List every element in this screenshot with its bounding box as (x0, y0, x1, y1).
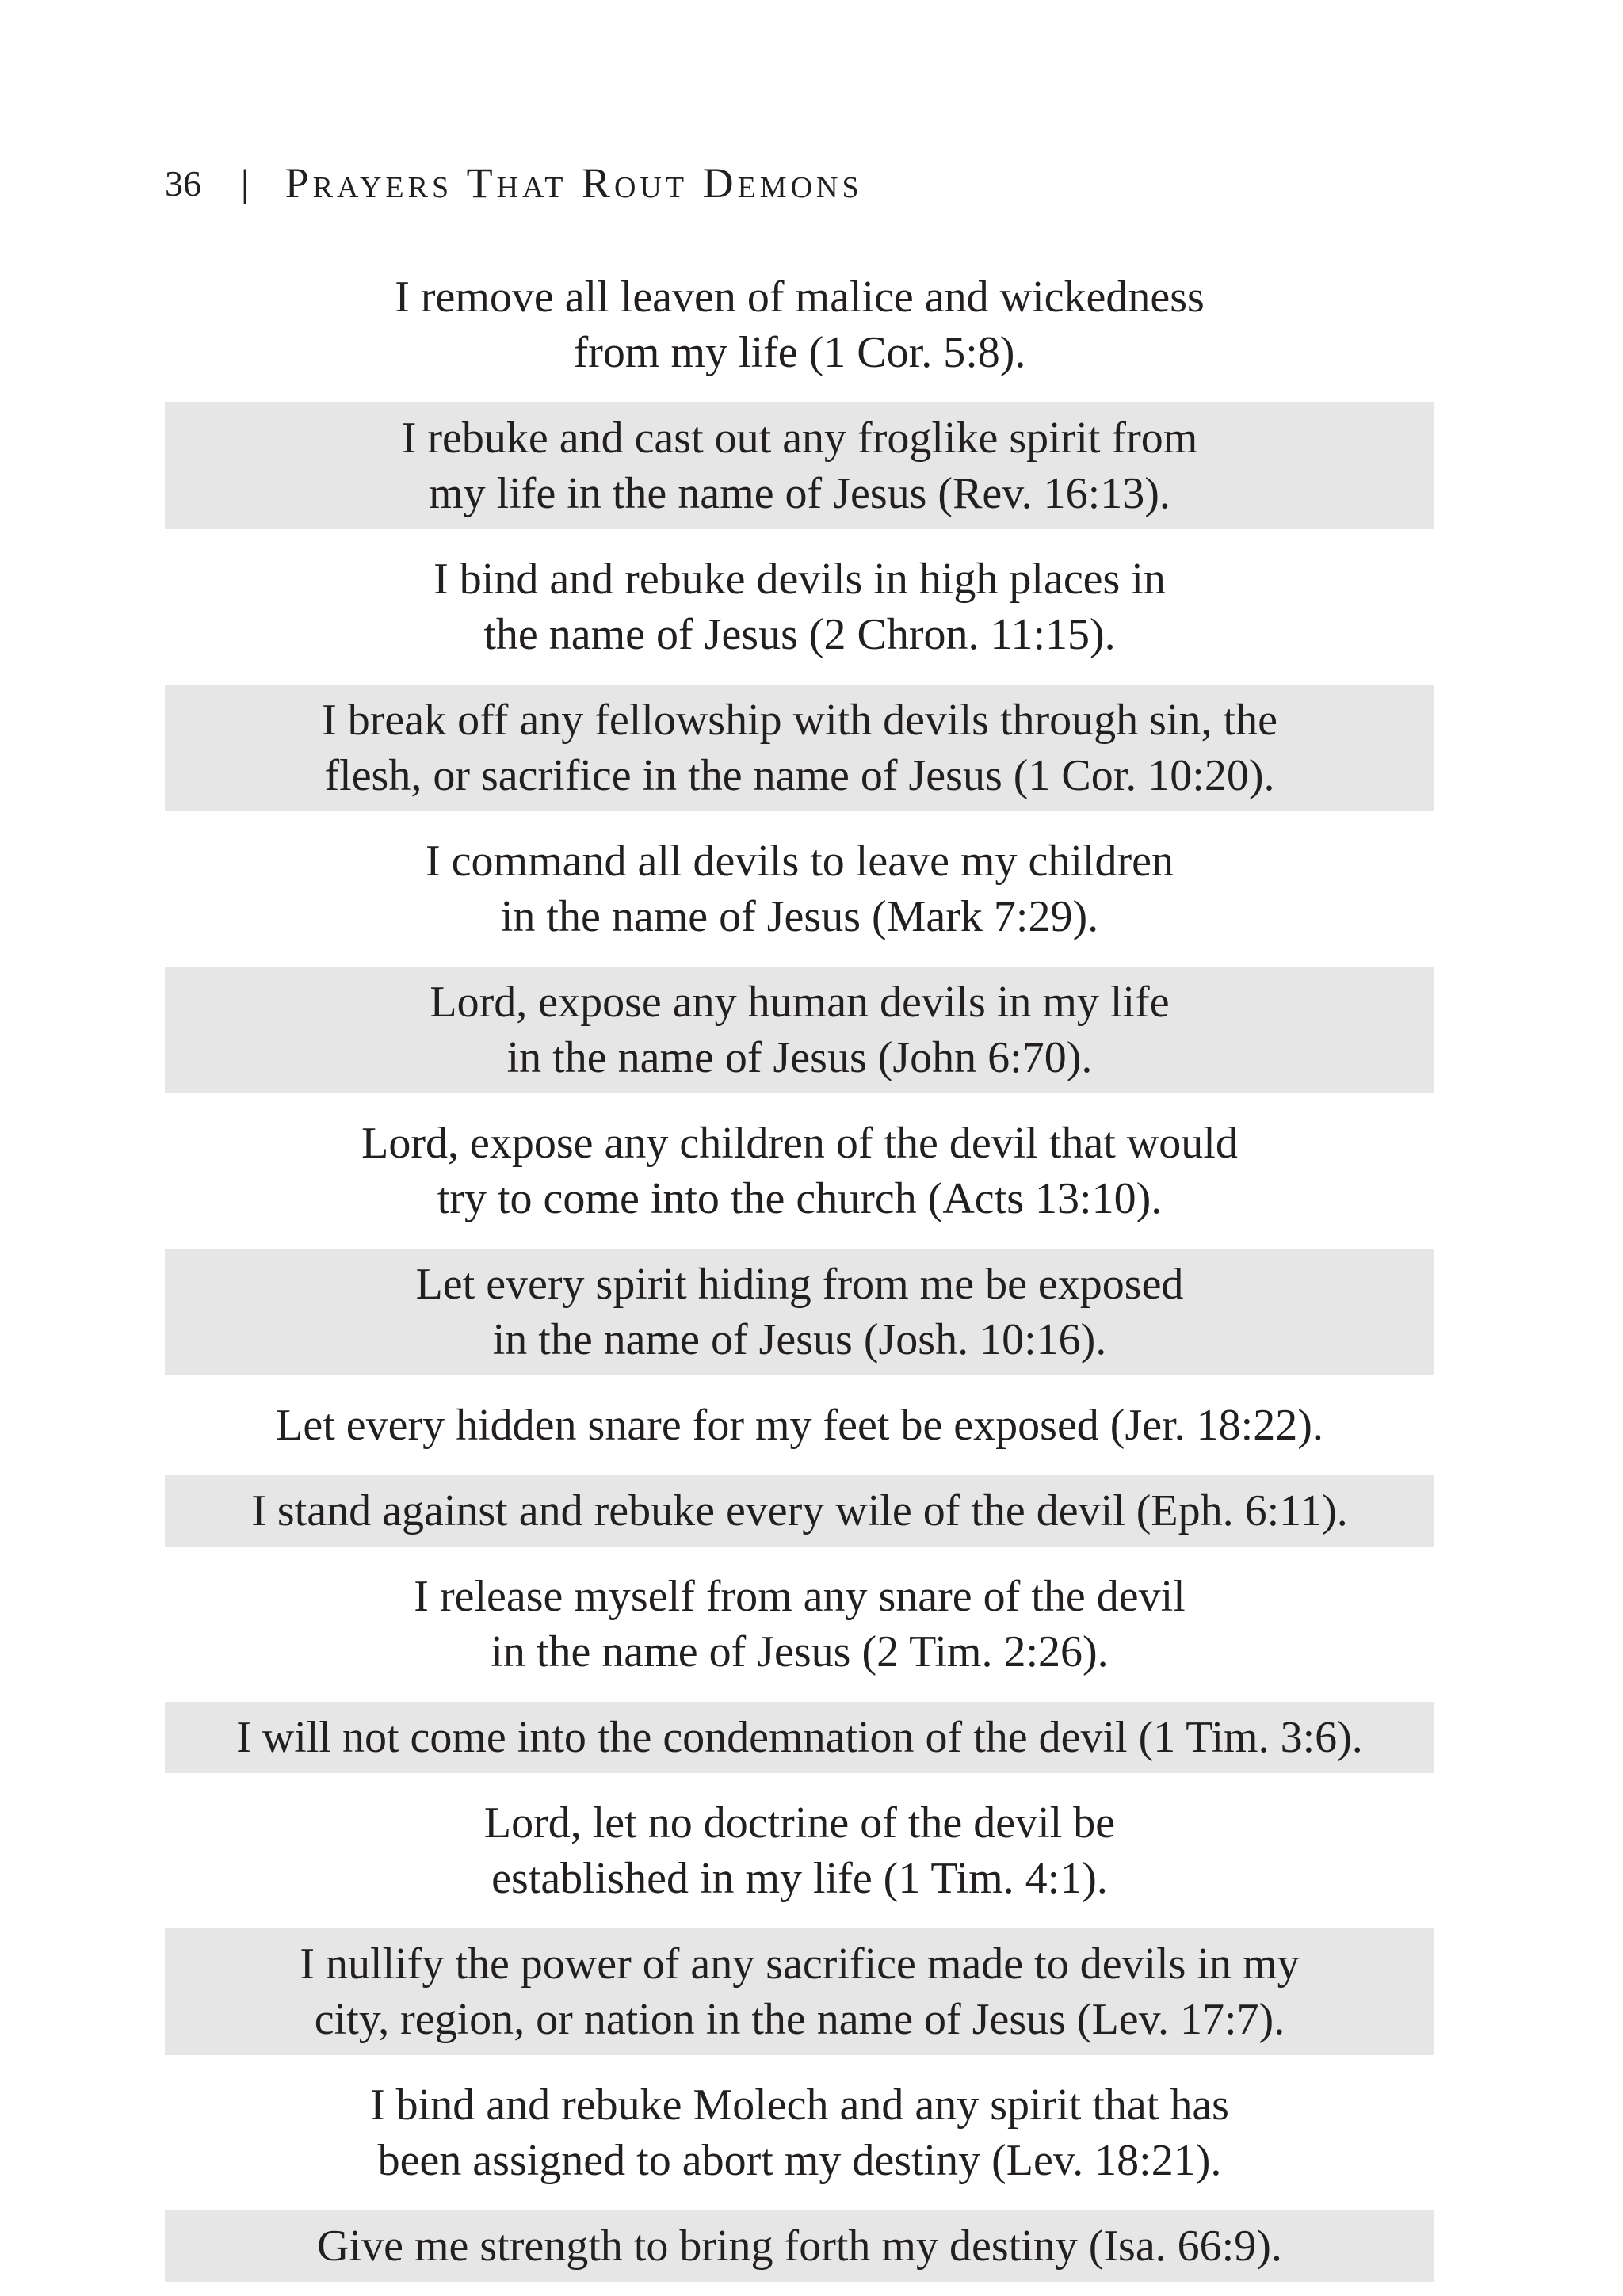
book-title: Prayers That Rout Demons (285, 159, 863, 207)
prayer-line: Lord, let no doctrine of the devil be (483, 1798, 1116, 1848)
prayer-item (165, 685, 1434, 811)
prayer-line: in the name of Jesus (John 6:70). (506, 1033, 1093, 1082)
page-number: 36 (165, 162, 201, 204)
prayer-line: I bind and rebuke devils in high places in (433, 555, 1166, 604)
prayer-line: I stand against and rebuke every wile of the devil (Eph. 6:11). (251, 1486, 1348, 1535)
prayer-item (165, 1702, 1434, 1773)
prayer-line: Give me strength to bring forth my destiny (Isa. 66:9). (317, 2222, 1282, 2271)
prayer-line: the name of Jesus (2 Chron. 11:15). (483, 610, 1116, 659)
header-separator: | (241, 162, 249, 204)
prayer-item (165, 261, 1434, 388)
prayer-line: in the name of Jesus (Mark 7:29). (500, 892, 1099, 941)
prayer-item (165, 1787, 1434, 1914)
prayer-item (165, 1561, 1434, 1688)
prayer-line: I break off any fellowship with devils through sin, the (322, 696, 1277, 745)
prayer-line: try to come into the church (Acts 13:10). (437, 1174, 1163, 1223)
prayer-line: I release myself from any snare of the devil (414, 1572, 1186, 1621)
prayer-line: I will not come into the condemnation of the devil (1 Tim. 3:6). (236, 1713, 1363, 1762)
prayer-item (165, 1928, 1434, 2055)
prayer-line: I command all devils to leave my children (426, 837, 1174, 886)
prayer-line: Lord, expose any children of the devil that would (361, 1119, 1238, 1168)
prayer-item (165, 543, 1434, 670)
prayer-line: Let every spirit hiding from me be exposed (415, 1260, 1184, 1309)
prayer-list (165, 261, 1434, 2296)
prayer-line: from my life (1 Cor. 5:8). (573, 328, 1026, 377)
prayer-line: my life in the name of Jesus (Rev. 16:13). (429, 469, 1170, 518)
prayer-item (165, 1475, 1434, 1547)
prayer-line: Lord, expose any human devils in my life (430, 978, 1170, 1027)
prayer-line: Let every hidden snare for my feet be exposed (Jer. 18:22). (276, 1401, 1323, 1450)
running-header (165, 155, 863, 211)
prayer-line: I nullify the power of any sacrifice made to devils in my (300, 1939, 1300, 1989)
prayer-line: I remove all leaven of malice and wickedness (395, 273, 1205, 322)
prayer-line: city, region, or nation in the name of Jesus (Lev. 17:7). (314, 1995, 1285, 2044)
prayer-item (165, 1108, 1434, 1234)
prayer-line: established in my life (1 Tim. 4:1). (491, 1854, 1108, 1903)
prayer-item (165, 2069, 1434, 2196)
prayer-line: in the name of Jesus (Josh. 10:16). (492, 1315, 1107, 1364)
prayer-item (165, 826, 1434, 952)
prayer-item (165, 402, 1434, 529)
prayer-line: I rebuke and cast out any froglike spirit from (401, 414, 1198, 463)
prayer-line: been assigned to abort my destiny (Lev. 18:21). (377, 2136, 1222, 2185)
prayer-line: I bind and rebuke Molech and any spirit that has (370, 2081, 1229, 2130)
prayer-line: in the name of Jesus (2 Tim. 2:26). (491, 1627, 1109, 1676)
prayer-item (165, 1249, 1434, 1375)
prayer-item (165, 1390, 1434, 1461)
prayer-line: flesh, or sacrifice in the name of Jesus (1 Cor. 10:20). (324, 751, 1275, 800)
prayer-item (165, 967, 1434, 1093)
